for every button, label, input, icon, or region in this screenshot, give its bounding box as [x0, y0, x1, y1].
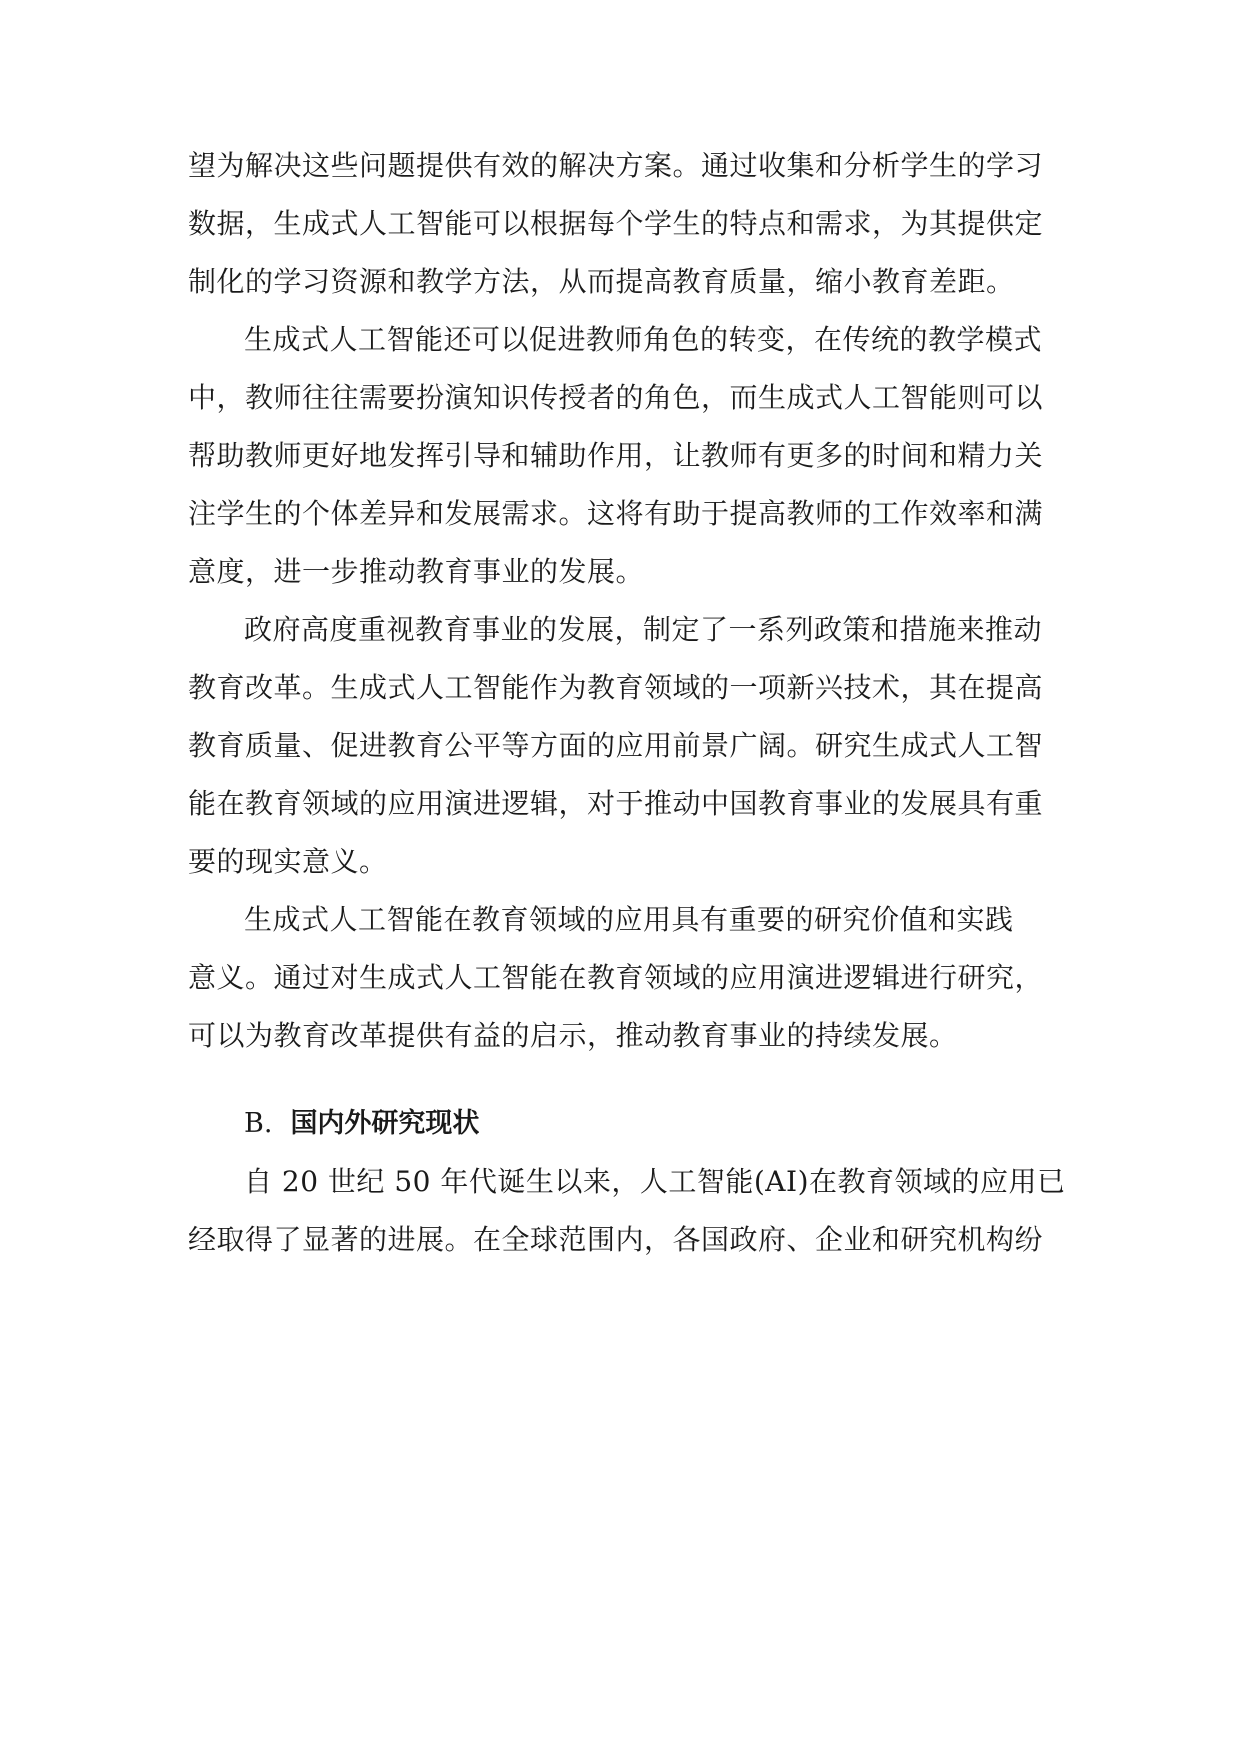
paragraph-4: [188, 891, 1048, 1065]
paragraph-line: 望为解决这些问题提供有效的解决方案。通过收集和分析学生的学习: [188, 149, 1044, 182]
paragraph-line: 能在教育领域的应用演进逻辑，对于推动中国教育事业的发展具有重: [188, 787, 1044, 820]
paragraph-line: 注学生的个体差异和发展需求。这将有助于提高教师的工作效率和满: [188, 497, 1044, 530]
paragraph-line: 生成式人工智能在教育领域的应用具有重要的研究价值和实践: [244, 903, 1014, 936]
paragraph-line: 意度，进一步推动教育事业的发展。: [188, 555, 645, 588]
paragraph-line: 教育改革。生成式人工智能作为教育领域的一项新兴技术，其在提高: [188, 671, 1044, 704]
paragraph-line: 意义。通过对生成式人工智能在教育领域的应用演进逻辑进行研究，: [188, 961, 1044, 994]
paragraph-1: [188, 137, 1048, 311]
paragraph-3: [188, 601, 1048, 891]
paragraph-line: 自 20 世纪 50 年代诞生以来，人工智能(AI)在教育领域的应用已: [244, 1165, 1066, 1198]
paragraph-line: 经取得了显著的进展。在全球范围内，各国政府、企业和研究机构纷: [188, 1223, 1044, 1256]
section-number: B.: [244, 1108, 273, 1139]
paragraph-line: 制化的学习资源和教学方法，从而提高教育质量，缩小教育差距。: [188, 265, 1015, 298]
paragraph-line: 可以为教育改革提供有益的启示，推动教育事业的持续发展。: [188, 1019, 958, 1052]
paragraph-line: 要的现实意义。: [188, 845, 388, 878]
paragraph-line: 教育质量、促进教育公平等方面的应用前景广阔。研究生成式人工智: [188, 729, 1044, 762]
paragraph-line: 政府高度重视教育事业的发展，制定了一系列政策和措施来推动: [244, 613, 1043, 646]
paragraph-line: 中，教师往往需要扮演知识传授者的角色，而生成式人工智能则可以: [188, 381, 1044, 414]
paragraph-line: 帮助教师更好地发挥引导和辅助作用，让教师有更多的时间和精力关: [188, 439, 1044, 472]
section-title: 国内外研究现状: [290, 1108, 480, 1139]
paragraph-line: 数据，生成式人工智能可以根据每个学生的特点和需求，为其提供定: [188, 207, 1044, 240]
paragraph-line: 生成式人工智能还可以促进教师角色的转变，在传统的教学模式: [244, 323, 1043, 356]
section-heading: [188, 1095, 1048, 1153]
paragraph-2: [188, 311, 1048, 601]
paragraph-5: [188, 1153, 1066, 1269]
document-body: [188, 137, 1066, 1269]
